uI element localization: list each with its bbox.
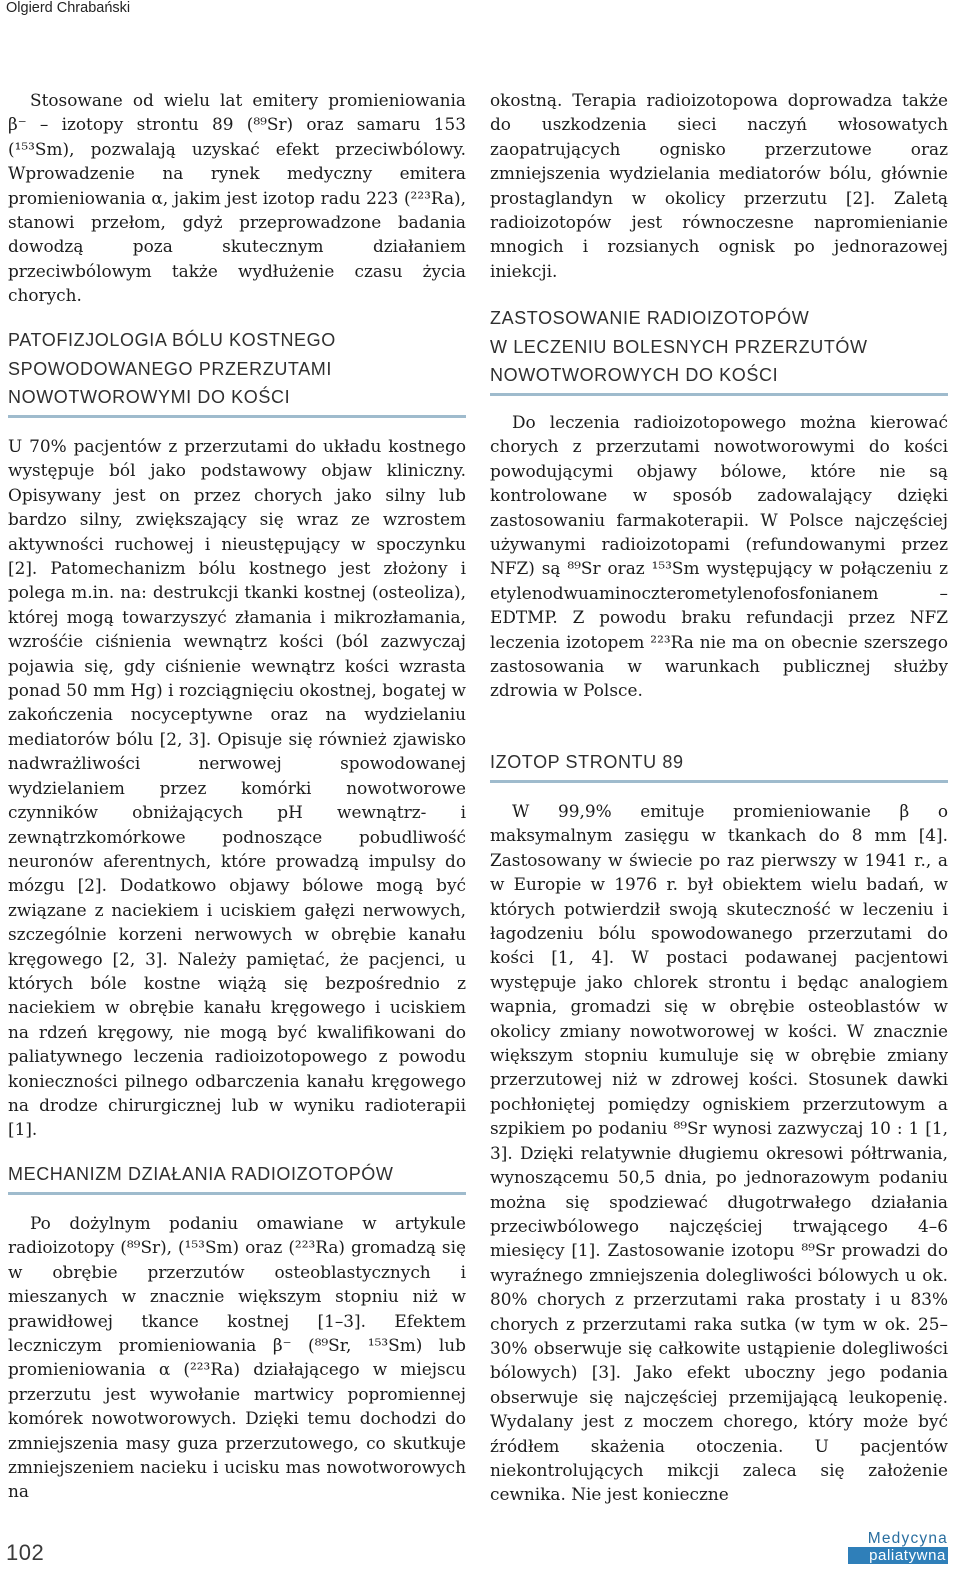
heading-line: PATOFIZJOLOGIA BÓLU KOSTNEGO — [8, 330, 336, 350]
journal-logo-top: Medycyna — [867, 1530, 948, 1547]
section-heading-pathophysiology — [8, 326, 466, 418]
section-heading-mechanism — [8, 1160, 466, 1195]
heading-line: W LECZENIU BOLESNYCH PRZERZUTÓW — [490, 336, 868, 357]
heading-line: IZOTOP STRONTU 89 — [490, 752, 684, 772]
heading-line: MECHANIZM DZIAŁANIA RADIOIZOTOPÓW — [8, 1164, 394, 1184]
application-paragraph: Do leczenia radioizotopowego można kierować chorych z przerzutami nowotworowymi do kości powodującymi objawy bólowe, które nie są kontrolowane w sposób zadowalający dzięki zastosowaniu farmakoterapii. W Polsce najczęściej używanymi radioizotopami (refundowanymi przez NFZ) są ⁸⁹Sr oraz ¹⁵³Sm występujący w połączeniu z etylenodwuaminoczterometylenofosfonianem – EDTMP. Z powodu braku refundacji przez NFZ leczenia izotopem ²²³Ra nie ma on obecnie szerszego zastosowania w warunkach publicznej służby zdrowia w Polsce. — [490, 412, 948, 701]
strontium-paragraph: W 99,9% emituje promieniowanie β o maksymalnym zasięgu w tkankach do 8 mm [4]. Zastosowany w świecie po raz pierwszy w 1941 r., a w Europie w 1976 r. był obiektem wielu badań, w których potwierdził swoją skuteczność w leczeniu i łagodzeniu bólu spowodowanego przerzutami do kości [1, 4]. W postaci podawanej pacjentowi występuje jako chlorek strontu i będąc analogiem wapnia, gromadzi się w obrębie osteoblastów w okolicy zmiany nowotworowej w kości. W znacznie większym stopniu kumuluje się w obrębie zmiany przerzutowej niż w zdrowej kości. Stosunek dawki pochłoniętej pomiędzy ogniskiem przerzutowym a szpikiem po podaniu ⁸⁹Sr wynosi zazwyczaj 10 : 1 [1, 3]. Dzięki relatywnie długiemu okresowi półtrwania, wynoszącemu 50,5 dnia, po jednorazowym podaniu można się spodziewać długotrwałego działania przeciwbólowego najczęściej trwającego 4–6 miesięcy [1]. Zastosowanie izotopu ⁸⁹Sr prowadzi do wyraźnego zmniejszenia dolegliwości bólowych u ok. 80% chorych z przerzutami raka prostaty i u 83% chorych z przerzutami raka sutka (w tym w ok. 25–30% obserwuje się całkowite ustąpienie dolegliwości bólowych) [3]. Jako efekt uboczny jego podania obserwuje się najczęściej przemijającą leukopenię. Wydalany jest z moczem chorego, który może być źródłem skażenia otoczenia. U pacjentów niekontrolujących mikcji zaleca się założenie cewnika. Nie jest konieczne — [490, 801, 948, 1505]
heading-line: NOWOTWOROWYCH DO KOŚCI — [490, 365, 779, 385]
continuation-paragraph: okostną. Terapia radioizotopowa doprowadza także do uszkodzenia sieci naczyń włosowatych zaopatrujących ognisko przerzutowe oraz zmniejszenia wydzielania mediatorów bólu, głównie prostaglandyn w okolicy przerzutu [2]. Zaletą radioizotopów jest równoczesne napromienianie mnogich i rozsianych ognisk po jednorazowej iniekcji. — [490, 90, 948, 281]
section-heading-application — [490, 304, 948, 396]
heading-line: ZASTOSOWANIE RADIOIZOTOPÓW — [490, 308, 810, 328]
running-header-author: Olgierd Chrabański — [6, 0, 131, 16]
heading-line: NOWOTWOROWYMI DO KOŚCI — [8, 387, 291, 407]
heading-line: SPOWODOWANEGO PRZERZUTAMI — [8, 358, 332, 379]
journal-logo — [848, 1531, 948, 1564]
mechanism-paragraph: Po dożylnym podaniu omawiane w artykule radioizotopy (⁸⁹Sr), (¹⁵³Sm) oraz (²²³Ra) gromadzą się w obrębie przerzutów osteoblastycznych i mieszanych w znacznie większym stopniu niż w prawidłowej tkance kostnej [1–3]. Efektem leczniczym promieniowania β⁻ (⁸⁹Sr, ¹⁵³Sm) lub promieniowania α (²²³Ra) działającego w miejscu przerzutu jest wywołanie martwicy popromiennej komórek nowotworowych. Dzięki temu dochodzi do zmniejszenia masy guza przerzutowego, co skutkuje zmniejszeniem nacieku i ucisku mas nowotworowych na — [8, 1213, 466, 1502]
intro-paragraph: Stosowane od wielu lat emitery promieniowania β⁻ – izotopy strontu 89 (⁸⁹Sr) oraz samaru 153 (¹⁵³Sm), pozwalają uzyskać efekt przeciwbólowy. Wprowadzenie na rynek medyczny emitera promieniowania α, jakim jest izotop radu 223 (²²³Ra), stanowi przełom, gdyż przeprowadzone badania dowodzą poza skutecznym działaniem przeciwbólowym także wydłużenie czasu życia chorych. — [8, 90, 466, 306]
page-number: 102 — [6, 1540, 45, 1565]
journal-logo-bottom: paliatywna — [848, 1547, 948, 1564]
section-heading-strontium — [490, 748, 948, 783]
pathophysiology-paragraph: U 70% pacjentów z przerzutami do układu kostnego występuje ból jako podstawowy objaw kliniczny. Opisywany jest on przez chorych jako silny lub bardzo silny, zwiększający się wraz ze wzrostem aktywności ruchowej i nieustępujący w spoczynku [2]. Patomechanizm bólu kostnego jest złożony i polega m.in. na: destrukcji tkanki kostnej (osteoliza), której mogą towarzyszyć złamania i mikrozłamania, wzrośćie ciśnienia wewnątrz kości (ból zazwyczaj pojawia się, gdy ciśnienie wewnątrz kości wzrasta ponad 50 mm Hg) i rozciągnięciu okostnej, bogatej w zakończenia nocyceptywne oraz na wydzielaniu mediatorów bólu [2, 3]. Opisuje się również zjawisko nadwrażliwości nerwowej spowodowanej wydzielaniem przez komórki nowotworowe czynników obniżających pH wewnątrz- i zewnątrzkomórkowe podnoszące pobudliwość neuronów aferentnych, które prowadzą impulsy do mózgu [2]. Dodatkowo objawy bólowe mogą być związane z naciekiem i uciskiem gałęzi nerwowych, szczególnie korzeni nerwowych w obrębie kanału kręgowego [2, 3]. Należy pamiętać, że pacjenci, u których bóle kostne wiążą się bezpośrednio z naciekiem w obrębie kanału kręgowego i uciskiem na rdzeń kręgowy, nie mogą być kwalifikowani do paliatywnego leczenia radioizotopowego z powodu konieczności pilnego odbarczenia kanału kręgowego na drodze chirurgicznej lub w wyniku radioterapii [1]. — [8, 436, 466, 1140]
